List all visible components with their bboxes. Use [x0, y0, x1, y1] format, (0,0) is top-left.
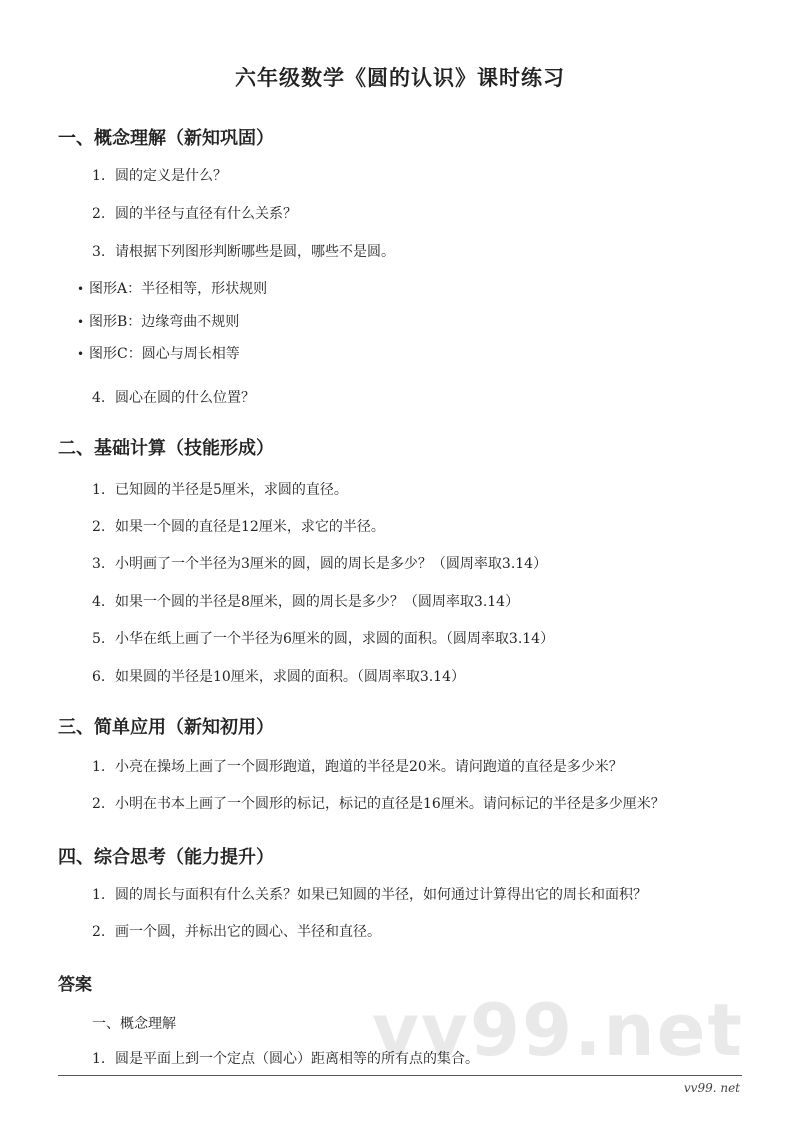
question-2-1	[92, 479, 348, 499]
question-number: 5.	[92, 631, 106, 647]
bullet-text: 图形B：边缘弯曲不规则	[89, 314, 240, 330]
question-number: 1.	[92, 482, 106, 498]
answer-text: 圆是平面上到一个定点（圆心）距离相等的所有点的集合。	[115, 1051, 479, 1067]
question-1-4	[92, 387, 255, 407]
answer-1	[92, 1048, 479, 1068]
bullet-item	[77, 343, 240, 363]
question-1-3	[92, 241, 395, 261]
answer-number: 1.	[92, 1051, 106, 1067]
question-text: 小明在书本上画了一个圆形的标记，标记的直径是16厘米。请问标记的半径是多少厘米？	[115, 796, 665, 812]
question-2-2	[92, 516, 385, 536]
bullet-dot-icon: •	[77, 347, 85, 361]
question-number: 1.	[92, 887, 106, 903]
question-2-3	[92, 553, 547, 573]
question-number: 1.	[92, 168, 106, 184]
question-number: 4.	[92, 390, 106, 406]
footer-divider	[58, 1075, 742, 1076]
question-1-1	[92, 165, 227, 185]
watermark: vv99.net	[372, 988, 744, 1072]
question-text: 如果一个圆的半径是8厘米，圆的周长是多少？（圆周率取3.14）	[115, 594, 520, 610]
question-3-2	[92, 793, 665, 813]
question-text: 如果圆的半径是10厘米，求圆的面积。（圆周率取3.14）	[115, 669, 465, 685]
section-heading-1: 一、概念理解（新知巩固）	[58, 128, 274, 149]
bullet-text: 图形A：半径相等，形状规则	[89, 281, 268, 297]
bullet-dot-icon: •	[77, 282, 85, 296]
question-text: 圆心在圆的什么位置？	[115, 390, 255, 406]
question-text: 圆的半径与直径有什么关系？	[115, 206, 297, 222]
footer-site-label: vv99. net	[683, 1081, 740, 1095]
question-2-5	[92, 628, 554, 648]
question-1-2	[92, 203, 297, 223]
section-heading-4: 四、综合思考（能力提升）	[58, 847, 274, 868]
question-number: 2.	[92, 924, 106, 940]
question-4-2	[92, 921, 381, 941]
question-4-1	[92, 884, 647, 904]
question-number: 2.	[92, 519, 106, 535]
answers-heading: 答案	[58, 975, 92, 995]
section-heading-2: 二、基础计算（技能形成）	[58, 438, 274, 459]
question-number: 3.	[92, 556, 106, 572]
question-text: 如果一个圆的直径是12厘米，求它的半径。	[115, 519, 385, 535]
question-text: 圆的定义是什么？	[115, 168, 227, 184]
question-number: 1.	[92, 759, 106, 775]
bullet-dot-icon: •	[77, 315, 85, 329]
question-2-6	[92, 666, 465, 686]
page-title: 六年级数学《圆的认识》课时练习	[235, 65, 565, 90]
question-number: 6.	[92, 669, 106, 685]
answers-subheading: 一、概念理解	[92, 1016, 176, 1032]
question-text: 已知圆的半径是5厘米，求圆的直径。	[115, 482, 348, 498]
question-number: 2.	[92, 206, 106, 222]
question-text: 小亮在操场上画了一个圆形跑道，跑道的半径是20米。请问跑道的直径是多少米？	[115, 759, 623, 775]
question-3-1	[92, 756, 623, 776]
question-text: 小华在纸上画了一个半径为6厘米的圆，求圆的面积。（圆周率取3.14）	[115, 631, 555, 647]
question-text: 圆的周长与面积有什么关系？如果已知圆的半径，如何通过计算得出它的周长和面积？	[115, 887, 647, 903]
question-number: 4.	[92, 594, 106, 610]
bullet-text: 图形C：圆心与周长相等	[89, 346, 240, 362]
question-text: 请根据下列图形判断哪些是圆，哪些不是圆。	[115, 244, 395, 260]
question-text: 小明画了一个半径为3厘米的圆，圆的周长是多少？（圆周率取3.14）	[115, 556, 548, 572]
bullet-item	[77, 311, 239, 331]
section-heading-3: 三、简单应用（新知初用）	[58, 717, 274, 738]
question-text: 画一个圆，并标出它的圆心、半径和直径。	[115, 924, 381, 940]
question-number: 3.	[92, 244, 106, 260]
bullet-item	[77, 278, 267, 298]
question-number: 2.	[92, 796, 106, 812]
question-2-4	[92, 591, 519, 611]
